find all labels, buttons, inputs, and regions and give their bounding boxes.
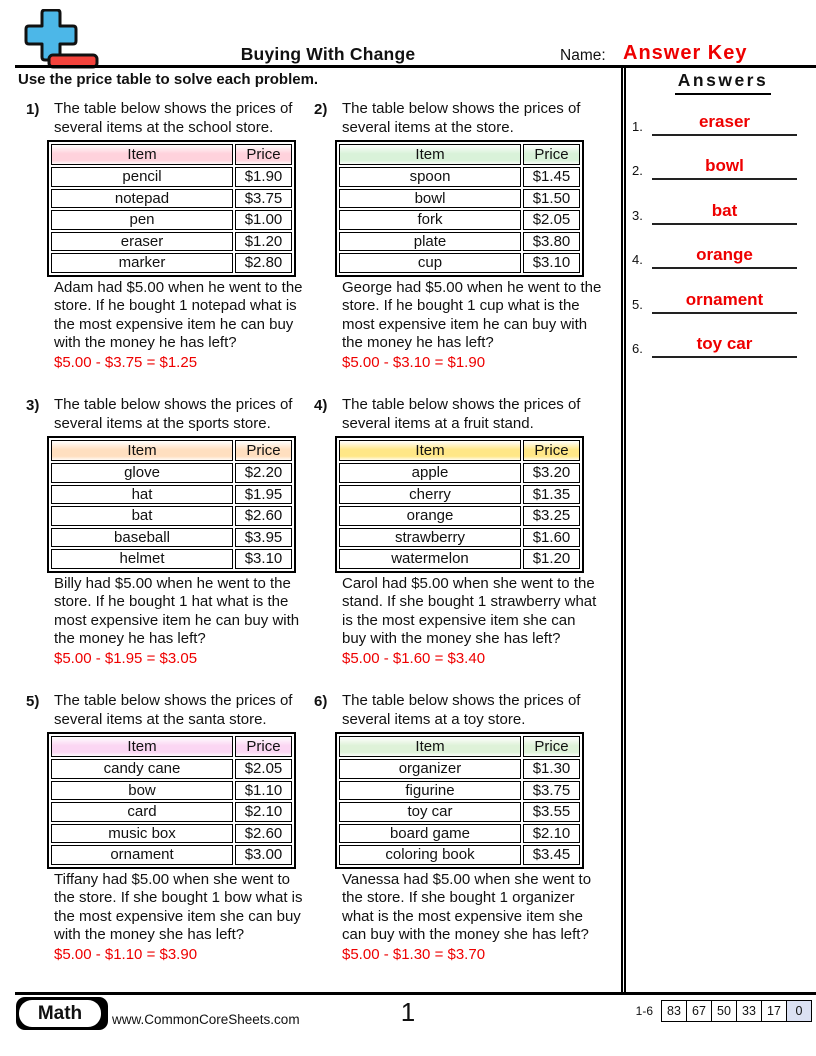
item-column-header: Item <box>339 440 521 461</box>
table-row <box>51 528 292 548</box>
problem <box>314 692 602 963</box>
problem-number: 5) <box>26 693 40 710</box>
math-subject-label: Math <box>19 1000 101 1027</box>
price-table-body <box>51 759 292 865</box>
table-row <box>51 210 292 230</box>
price-table-body <box>339 167 580 273</box>
price-cell: $2.60 <box>235 506 292 526</box>
price-cell: $3.10 <box>523 253 580 273</box>
price-cell: $1.50 <box>523 189 580 209</box>
table-row <box>339 167 580 187</box>
answer-blank-line <box>652 245 797 269</box>
price-cell: $2.05 <box>523 210 580 230</box>
problem <box>26 100 314 371</box>
website-text: www.CommonCoreSheets.com <box>112 1012 300 1027</box>
item-cell: strawberry <box>339 528 521 548</box>
page-number: 1 <box>400 997 416 1027</box>
price-table-header-row <box>51 440 292 461</box>
table-row <box>51 167 292 187</box>
table-row <box>51 802 292 822</box>
item-cell: notepad <box>51 189 233 209</box>
price-cell: $1.60 <box>523 528 580 548</box>
table-row <box>339 549 580 569</box>
price-cell: $2.60 <box>235 824 292 844</box>
item-cell: watermelon <box>339 549 521 569</box>
price-cell: $3.10 <box>235 549 292 569</box>
price-column-header: Price <box>235 144 292 165</box>
answer-blank-line <box>652 201 797 225</box>
price-table <box>335 732 584 869</box>
problem <box>314 100 602 371</box>
table-row <box>339 845 580 865</box>
score-table <box>661 1000 812 1022</box>
answer-key-label: Answer Key <box>623 42 748 64</box>
header-rule <box>15 65 816 68</box>
table-row <box>339 232 580 252</box>
score-cell: 83 <box>662 1001 687 1022</box>
table-row <box>339 759 580 779</box>
answer-text: bowl <box>705 156 744 176</box>
table-row <box>51 781 292 801</box>
problem-number: 1) <box>26 101 40 118</box>
table-row <box>51 189 292 209</box>
item-cell: marker <box>51 253 233 273</box>
problem-intro: The table below shows the prices of several items at the store. <box>342 100 581 136</box>
table-row <box>339 528 580 548</box>
item-cell: helmet <box>51 549 233 569</box>
problem-intro: The table below shows the prices of several items at a toy store. <box>342 692 581 728</box>
price-table-header-row <box>339 736 580 757</box>
problem <box>26 396 314 667</box>
table-row <box>339 253 580 273</box>
table-row <box>51 759 292 779</box>
table-row <box>51 232 292 252</box>
price-table-header-row <box>51 736 292 757</box>
answer-work: $5.00 - $1.60 = $3.40 <box>342 649 486 667</box>
footer-rule <box>15 992 816 995</box>
price-table <box>47 436 296 573</box>
table-row <box>51 485 292 505</box>
price-cell: $1.00 <box>235 210 292 230</box>
item-cell: baseball <box>51 528 233 548</box>
item-cell: glove <box>51 463 233 483</box>
problem-number: 6) <box>314 693 328 710</box>
answer-number: 4. <box>632 252 643 268</box>
answer-work: $5.00 - $3.10 = $1.90 <box>342 353 486 371</box>
table-row <box>51 506 292 526</box>
answer-slot <box>632 334 797 358</box>
price-cell: $2.10 <box>235 802 292 822</box>
answer-text: eraser <box>698 112 751 131</box>
price-cell: $3.45 <box>523 845 580 865</box>
answers-column-divider <box>621 67 626 993</box>
price-cell: $2.80 <box>235 253 292 273</box>
score-cell: 33 <box>737 1001 762 1022</box>
price-table <box>335 436 584 573</box>
problem-intro: The table below shows the prices of several items at the santa store. <box>54 692 293 728</box>
price-column-header: Price <box>235 440 292 461</box>
answer-blank-line <box>652 156 797 180</box>
item-cell: eraser <box>51 232 233 252</box>
item-cell: coloring book <box>339 845 521 865</box>
problem-story: Tiffany had $5.00 when she went to the store. If she bought 1 bow what is the most expensive item she can buy with the money she has left? <box>54 870 303 944</box>
answer-text: orange <box>696 245 753 265</box>
answer-slot <box>632 201 797 225</box>
problem-number: 2) <box>314 101 328 118</box>
price-column-header: Price <box>523 736 580 757</box>
answer-blank-line <box>652 112 797 136</box>
item-cell: bowl <box>339 189 521 209</box>
table-row <box>339 463 580 483</box>
item-cell: pencil <box>51 167 233 187</box>
name-label: Name: <box>560 47 606 64</box>
price-cell: $3.75 <box>235 189 292 209</box>
item-cell: card <box>51 802 233 822</box>
answer-work: $5.00 - $1.10 = $3.90 <box>54 945 198 963</box>
answer-slot <box>632 112 797 136</box>
score-strip <box>636 1000 812 1022</box>
item-cell: orange <box>339 506 521 526</box>
price-cell: $3.80 <box>523 232 580 252</box>
problem-number: 4) <box>314 397 328 414</box>
score-cell: 50 <box>712 1001 737 1022</box>
problem-story: Vanessa had $5.00 when she went to the store. If she bought 1 organizer what is the most expensive item she can buy with the money she has left? <box>342 870 592 944</box>
table-row <box>339 210 580 230</box>
answer-blank-line <box>652 290 797 314</box>
price-table-body <box>339 759 580 865</box>
price-table-body <box>51 463 292 569</box>
item-cell: pen <box>51 210 233 230</box>
item-column-header: Item <box>51 736 233 757</box>
price-table <box>47 732 296 869</box>
table-row <box>339 781 580 801</box>
problem-intro: The table below shows the prices of several items at the school store. <box>54 100 293 136</box>
item-cell: fork <box>339 210 521 230</box>
page-title: Buying With Change <box>240 44 416 64</box>
item-column-header: Item <box>339 736 521 757</box>
item-cell: candy cane <box>51 759 233 779</box>
price-cell: $2.20 <box>235 463 292 483</box>
price-table <box>47 140 296 277</box>
answer-number: 1. <box>632 119 643 134</box>
score-cell: 0 <box>787 1001 812 1022</box>
item-cell: cherry <box>339 485 521 505</box>
problem <box>26 692 314 963</box>
item-cell: music box <box>51 824 233 844</box>
problem-intro: The table below shows the prices of several items at the sports store. <box>54 396 293 432</box>
price-column-header: Price <box>523 440 580 461</box>
item-cell: apple <box>339 463 521 483</box>
price-cell: $2.05 <box>235 759 292 779</box>
item-cell: ornament <box>51 845 233 865</box>
price-table-header-row <box>339 440 580 461</box>
price-cell: $1.10 <box>235 781 292 801</box>
price-cell: $1.90 <box>235 167 292 187</box>
answer-text: bat <box>711 200 738 220</box>
score-cell: 17 <box>762 1001 787 1022</box>
answer-text: ornament <box>685 289 764 309</box>
price-cell: $3.00 <box>235 845 292 865</box>
problem-number: 3) <box>26 397 40 414</box>
problem <box>314 396 602 667</box>
item-cell: toy car <box>339 802 521 822</box>
answer-slot <box>632 245 797 269</box>
score-cell: 67 <box>687 1001 712 1022</box>
item-cell: spoon <box>339 167 521 187</box>
price-cell: $3.75 <box>523 781 580 801</box>
table-row <box>51 824 292 844</box>
price-cell: $1.45 <box>523 167 580 187</box>
problem-story: Adam had $5.00 when he went to the store. If he bought 1 notepad what is the most expensive item he can buy with the money he has left? <box>54 278 303 352</box>
table-row <box>339 189 580 209</box>
price-cell: $1.35 <box>523 485 580 505</box>
instruction-text: Use the price table to solve each problem. <box>18 71 319 88</box>
price-cell: $3.25 <box>523 506 580 526</box>
item-cell: bow <box>51 781 233 801</box>
answer-number: 5. <box>632 296 643 312</box>
price-table <box>335 140 584 277</box>
price-table-body <box>51 167 292 273</box>
item-cell: plate <box>339 232 521 252</box>
price-column-header: Price <box>523 144 580 165</box>
item-cell: figurine <box>339 781 521 801</box>
answer-slot <box>632 290 797 314</box>
table-row <box>339 824 580 844</box>
price-table-header-row <box>339 144 580 165</box>
table-row <box>51 845 292 865</box>
price-cell: $1.20 <box>235 232 292 252</box>
answer-work: $5.00 - $3.75 = $1.25 <box>54 353 198 371</box>
answer-number: 2. <box>632 163 643 179</box>
price-cell: $3.55 <box>523 802 580 822</box>
price-cell: $3.20 <box>523 463 580 483</box>
answer-work: $5.00 - $1.30 = $3.70 <box>342 945 486 963</box>
item-cell: hat <box>51 485 233 505</box>
problem-intro: The table below shows the prices of several items at a fruit stand. <box>342 396 581 432</box>
table-row <box>51 463 292 483</box>
table-row <box>51 253 292 273</box>
answer-work: $5.00 - $1.95 = $3.05 <box>54 649 198 667</box>
answer-number: 3. <box>632 207 643 223</box>
price-table-header-row <box>51 144 292 165</box>
price-column-header: Price <box>235 736 292 757</box>
table-row <box>51 549 292 569</box>
price-cell: $2.10 <box>523 824 580 844</box>
answer-blank-line <box>652 334 797 358</box>
answers-heading <box>630 70 816 95</box>
problem-story: Carol had $5.00 when she went to the stand. If she bought 1 strawberry what is the most expensive item she can buy with the money she has left? <box>342 574 597 648</box>
price-cell: $3.95 <box>235 528 292 548</box>
answer-text: toy car <box>696 334 753 353</box>
item-column-header: Item <box>339 144 521 165</box>
price-cell: $1.20 <box>523 549 580 569</box>
table-row <box>339 802 580 822</box>
item-column-header: Item <box>51 144 233 165</box>
item-column-header: Item <box>51 440 233 461</box>
score-row <box>662 1001 812 1022</box>
table-row <box>339 485 580 505</box>
item-cell: bat <box>51 506 233 526</box>
item-cell: organizer <box>339 759 521 779</box>
table-row <box>339 506 580 526</box>
answers-heading-text: Answers <box>675 70 771 95</box>
item-cell: board game <box>339 824 521 844</box>
problem-story: George had $5.00 when he went to the store. If he bought 1 cup what is the most expensive item he can buy with the money he has left? <box>342 278 602 352</box>
item-cell: cup <box>339 253 521 273</box>
problem-story: Billy had $5.00 when he went to the store. If he bought 1 hat what is the most expensive item he can buy with the money he has left? <box>54 574 300 648</box>
price-cell: $1.30 <box>523 759 580 779</box>
answer-slot <box>632 156 797 180</box>
answer-number: 6. <box>632 341 643 356</box>
score-range-label: 1-6 <box>635 1004 653 1018</box>
price-table-body <box>339 463 580 569</box>
price-cell: $1.95 <box>235 485 292 505</box>
